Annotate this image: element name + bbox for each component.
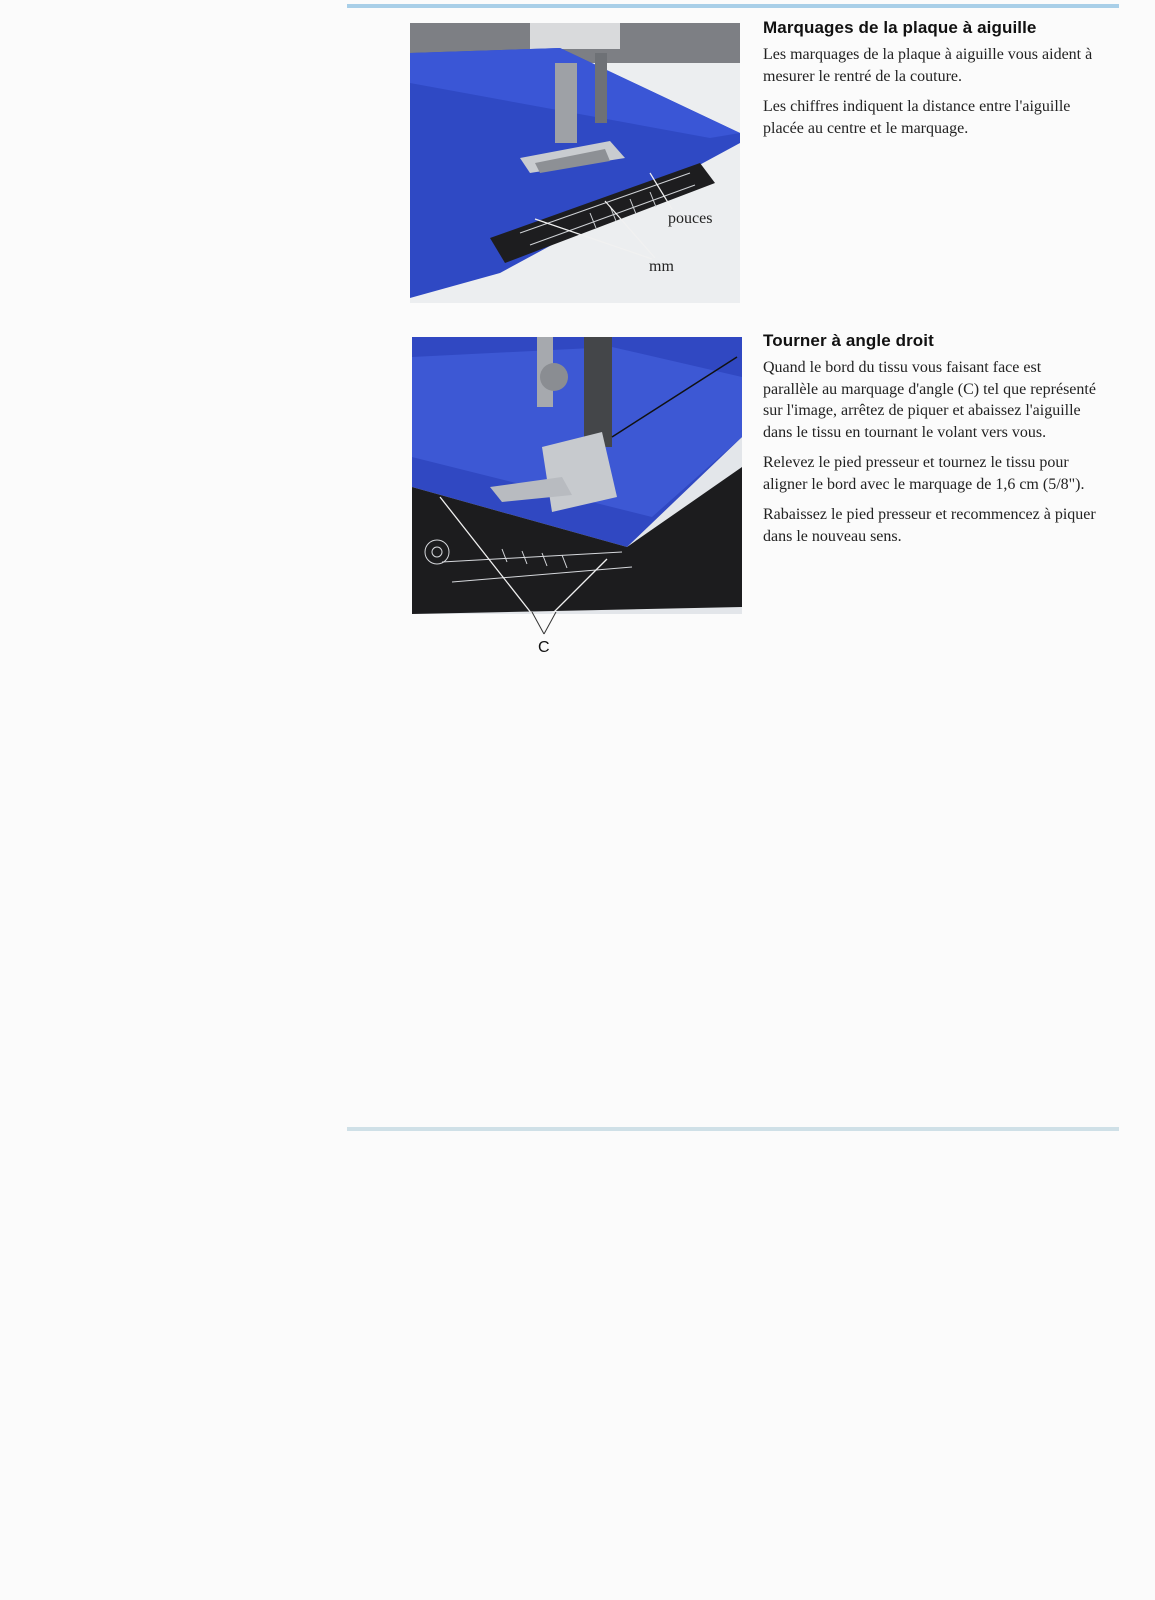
section-heading: Tourner à angle droit: [763, 331, 934, 350]
needle-plate-markings-photo: [410, 23, 740, 303]
section-heading: Marquages de la plaque à aiguille: [763, 18, 1037, 37]
section-paragraph: Rabaissez le pied presseur et recommencez à piquer dans le nouveau sens.: [763, 506, 1096, 545]
section-paragraph: Les chiffres indiquent la distance entre l'aiguille placée au centre et le marquage.: [763, 98, 1071, 137]
inches-label: pouces: [668, 210, 713, 227]
mm-label: mm: [649, 258, 674, 275]
section-paragraph: Relevez le pied presseur et tournez le tissu pour aligner le bord avec le marquage de 1,6 cm (5/8").: [763, 454, 1085, 493]
section-paragraph: Les marquages de la plaque à aiguille vous aident à mesurer le rentré de la couture.: [763, 46, 1093, 85]
corner-pivot-photo: [412, 337, 742, 614]
bottom-divider-rule: [347, 1127, 1119, 1131]
needle-plate-markings-section: [763, 18, 1098, 148]
corner-pivot-section: [763, 331, 1098, 556]
corner-marking-label: C: [538, 639, 550, 656]
pointer-lines-c: [522, 612, 572, 642]
section-paragraph: Quand le bord du tissu vous faisant face est parallèle au marquage d'angle (C) tel que représenté sur l'image, arrêtez de piquer et abaissez l'aiguille dans le tissu en tournant le volant vers vous.: [763, 359, 1096, 441]
top-divider-rule: [347, 4, 1119, 8]
